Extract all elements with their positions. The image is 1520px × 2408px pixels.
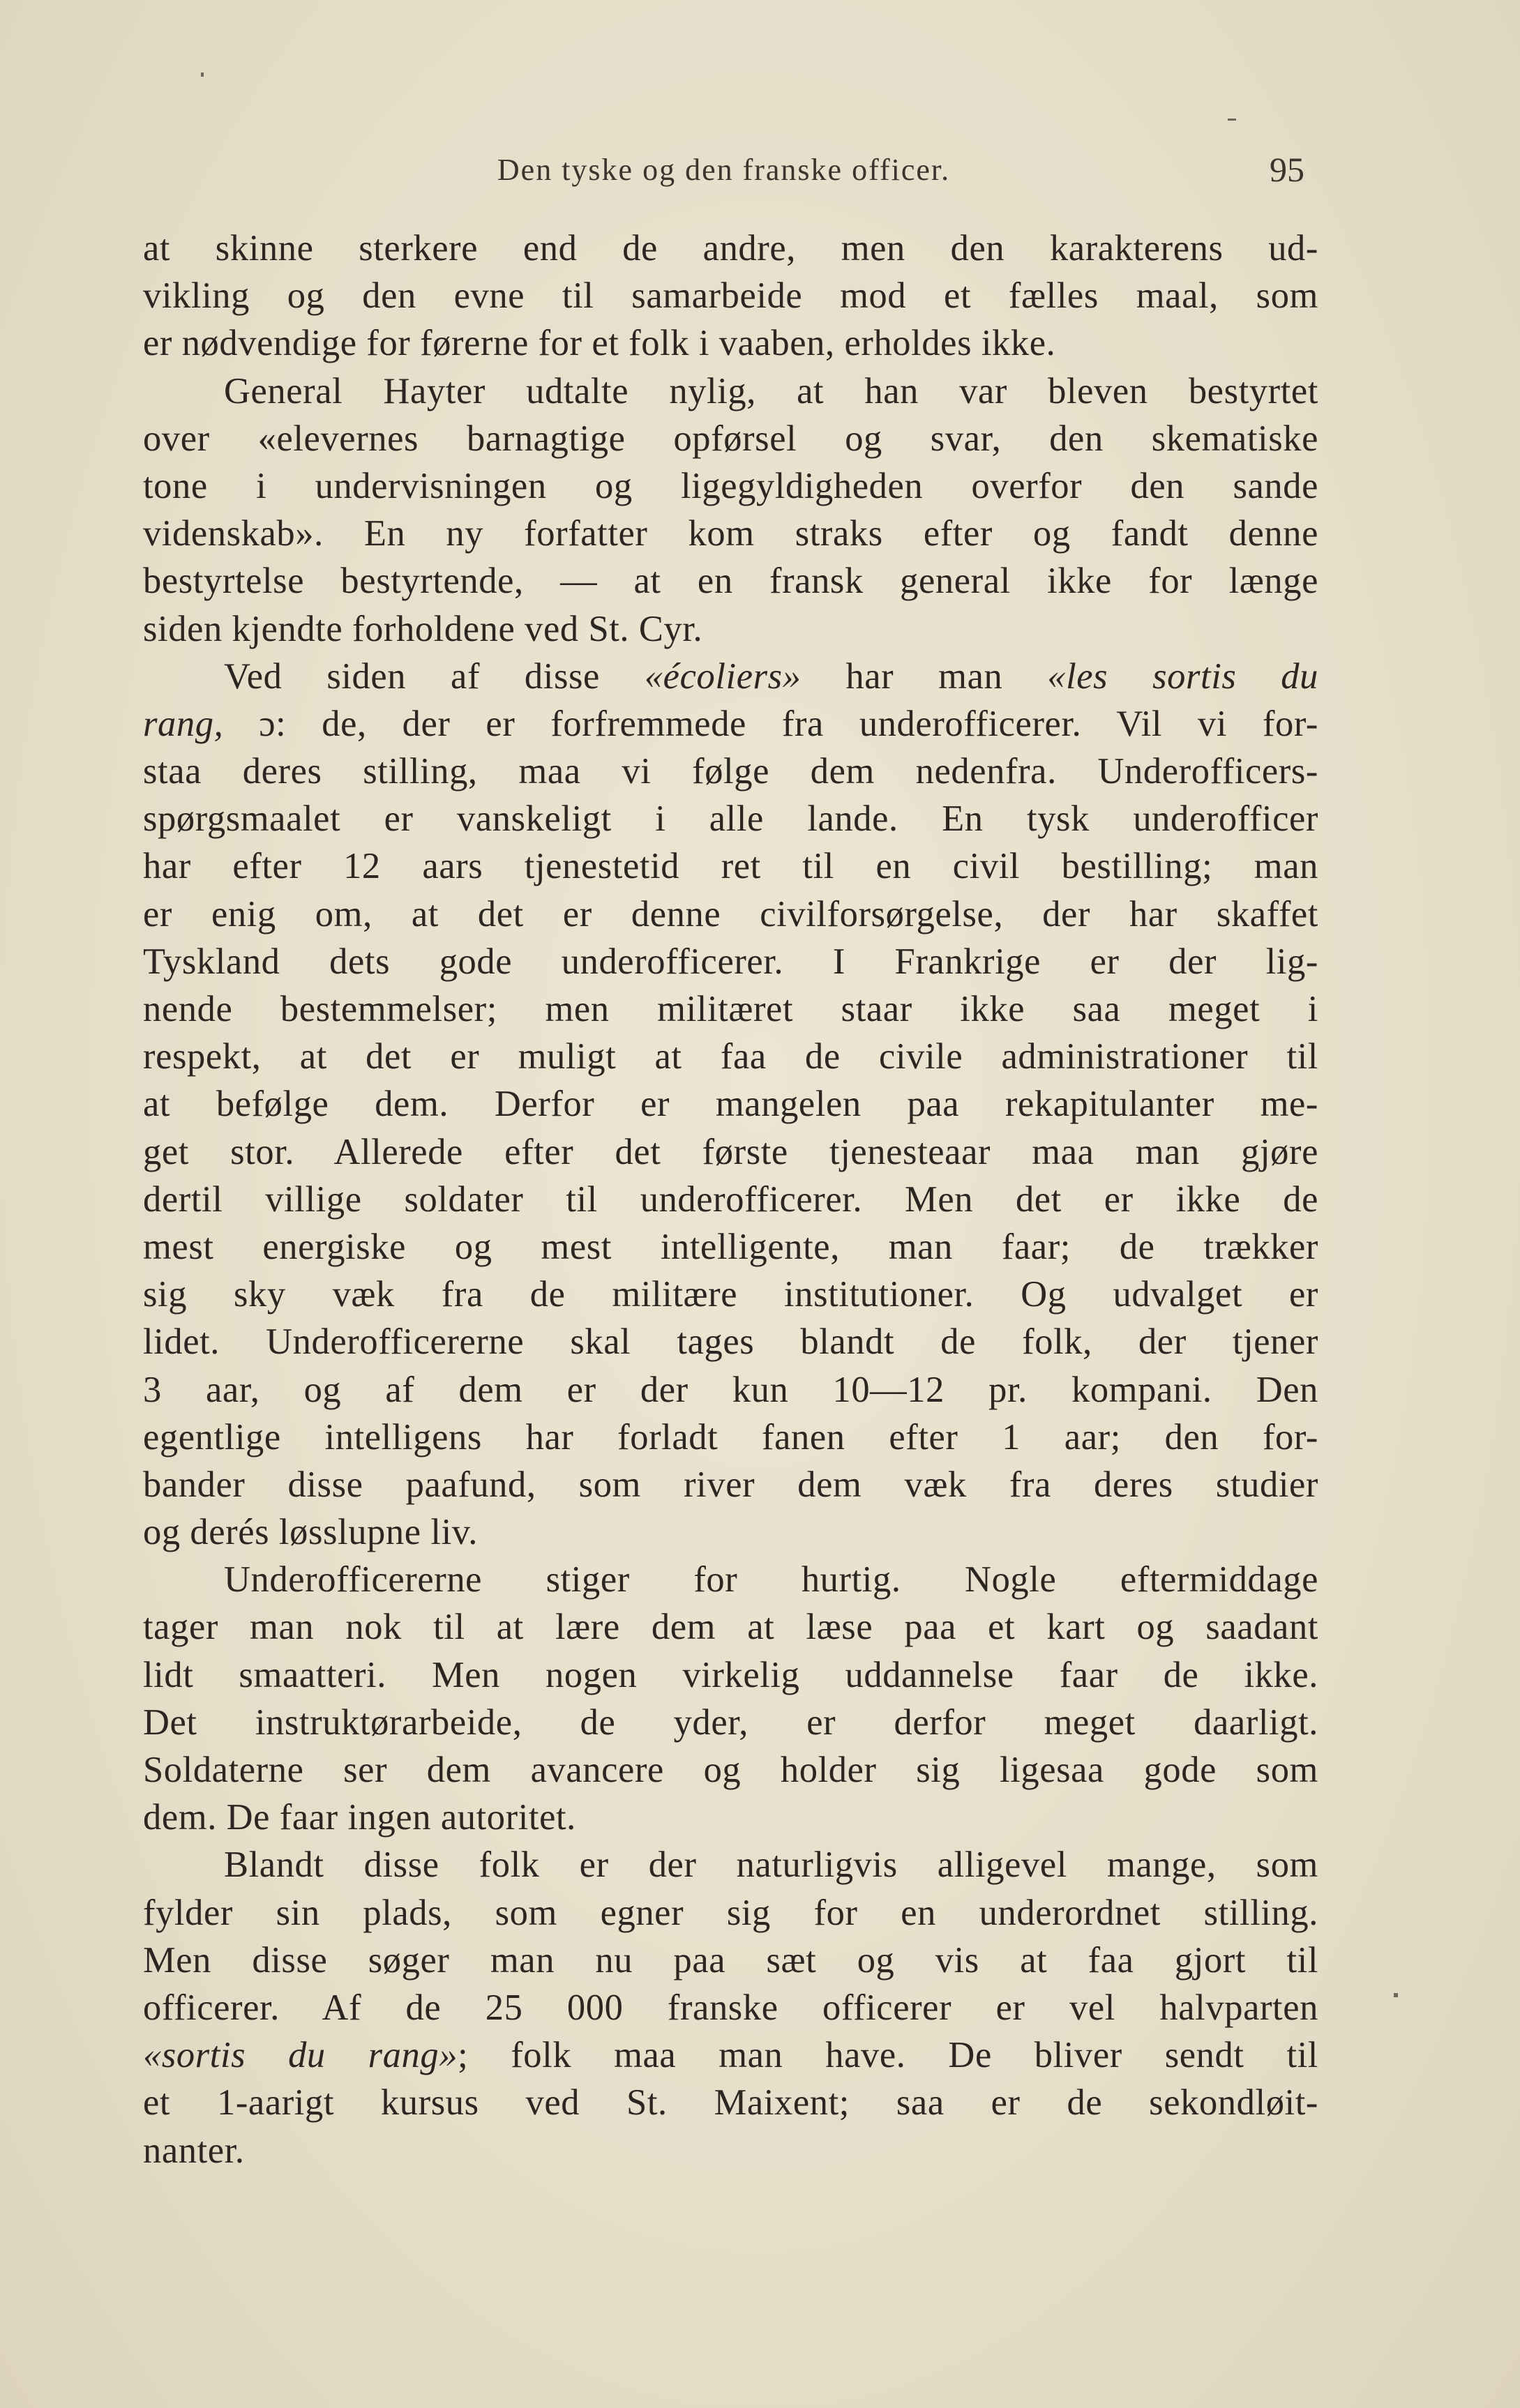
text-line: mest energiske og mest intelligente, man faar; de trækker (143, 1226, 1318, 1267)
text-run: Ved siden af disse (224, 656, 645, 697)
running-title: Den tyske og den franske officer. (497, 153, 951, 187)
text-line: er nødvendige for førerne for et folk i vaaben, erholdes ikke. (143, 323, 1056, 364)
text-line: bander disse paafund, som river dem væk fra deres studier (143, 1464, 1318, 1505)
scan-speck (201, 73, 204, 77)
text-line: at skinne sterkere end de andre, men den karakterens ud- (143, 228, 1318, 268)
italic-run: rang, (143, 703, 224, 744)
text-line: dertil villige soldater til underofficerer. Men det er ikke de (143, 1179, 1318, 1220)
text-line: staa deres stilling, maa vi følge dem nedenfra. Underofficers- (143, 751, 1318, 792)
text-line: Tyskland dets gode underofficerer. I Frankrige er der lig- (143, 941, 1318, 982)
text-run: ; folk maa man have. De bliver sendt til (458, 2035, 1318, 2076)
page-number: 95 (1270, 150, 1304, 189)
text-line: vikling og den evne til samarbeide mod et fælles maal, som (143, 275, 1318, 317)
paragraph (143, 1556, 1318, 1841)
text-line: over «elevernes barnagtige opførsel og svar, den skematiske (143, 418, 1318, 459)
scan-speck (1394, 1993, 1398, 1997)
italic-run: «sortis du rang» (143, 2035, 458, 2076)
text-line: get stor. Allerede efter det første tjenesteaar maa man gjøre (143, 1131, 1318, 1172)
text-line: dem. De faar ingen autoritet. (143, 1797, 576, 1838)
text-line: og derés løsslupne liv. (143, 1512, 478, 1553)
text-line: er enig om, at det er denne civilforsørgelse, der har skaffet (143, 893, 1318, 934)
paragraph (143, 1841, 1318, 2174)
paragraph (143, 653, 1318, 1557)
text-line: 3 aar, og af dem er der kun 10—12 pr. kompani. Den (143, 1369, 1318, 1410)
text-line: respekt, at det er muligt at faa de civile administrationer til (143, 1036, 1318, 1077)
text-line: Men disse søger man nu paa sæt og vis at faa gjort til (143, 1939, 1318, 1981)
text-line: officerer. Af de 25 000 franske officerer er vel halvparten (143, 1987, 1318, 2028)
text-line: Blandt disse folk er der naturligvis alligevel mange, som (224, 1845, 1318, 1886)
text-line: lidt smaatteri. Men nogen virkelig uddannelse faar de ikke. (143, 1654, 1318, 1695)
running-head (143, 152, 1304, 194)
text-line: et 1-aarigt kursus ved St. Maixent; saa er de sekondløit- (143, 2082, 1318, 2123)
text-line: General Hayter udtalte nylig, at han var bleven bestyrtet (224, 370, 1318, 411)
text-run: ɔ: de, der er forfremmede fra underofficerer. Vil vi for- (223, 703, 1318, 744)
text-line: Det instruktørarbeide, de yder, er derfor meget daarligt. (143, 1702, 1318, 1743)
text-line: bestyrtelse bestyrtende, — at en fransk general ikke for længe (143, 561, 1318, 602)
paragraph (143, 225, 1318, 368)
text-line: sig sky væk fra de militære institutioner. Og udvalget er (143, 1274, 1318, 1315)
scan-speck (1228, 119, 1236, 121)
text-line: at befølge dem. Derfor er mangelen paa rekapitulanter me- (143, 1084, 1318, 1125)
text-line (143, 653, 1318, 700)
text-line: Soldaterne ser dem avancere og holder sig ligesaa gode som (143, 1750, 1318, 1790)
text-line: tone i undervisningen og ligegyldigheden overfor den sande (143, 465, 1318, 506)
italic-run: «les sortis du (1047, 656, 1319, 697)
text-line: lidet. Underofficererne skal tages blandt de folk, der tjener (143, 1322, 1318, 1363)
text-line: videnskab». En ny forfatter kom straks efter og fandt denne (143, 513, 1318, 554)
text-line: nende bestemmelser; men militæret staar ikke saa meget i (143, 989, 1318, 1029)
text-line: tager man nok til at lære dem at læse paa et kart og saadant (143, 1607, 1318, 1648)
text-line (143, 2031, 1318, 2079)
text-line: spørgsmaalet er vanskeligt i alle lande. En tysk underofficer (143, 798, 1318, 840)
italic-run: «écoliers» (644, 656, 802, 697)
text-line: Underofficererne stiger for hurtig. Nogle eftermiddage (224, 1559, 1318, 1600)
text-line: fylder sin plads, som egner sig for en underordnet stilling. (143, 1892, 1318, 1933)
text-line: siden kjendte forholdene ved St. Cyr. (143, 608, 703, 649)
text-line: nanter. (143, 2130, 245, 2171)
body-text (143, 225, 1318, 2174)
text-line: egentlige intelligens har forladt fanen efter 1 aar; den for- (143, 1416, 1318, 1457)
text-run: har man (801, 656, 1048, 697)
text-line (143, 700, 1318, 748)
text-line: har efter 12 aars tjenestetid ret til en civil bestilling; man (143, 846, 1318, 887)
paragraph (143, 368, 1318, 653)
